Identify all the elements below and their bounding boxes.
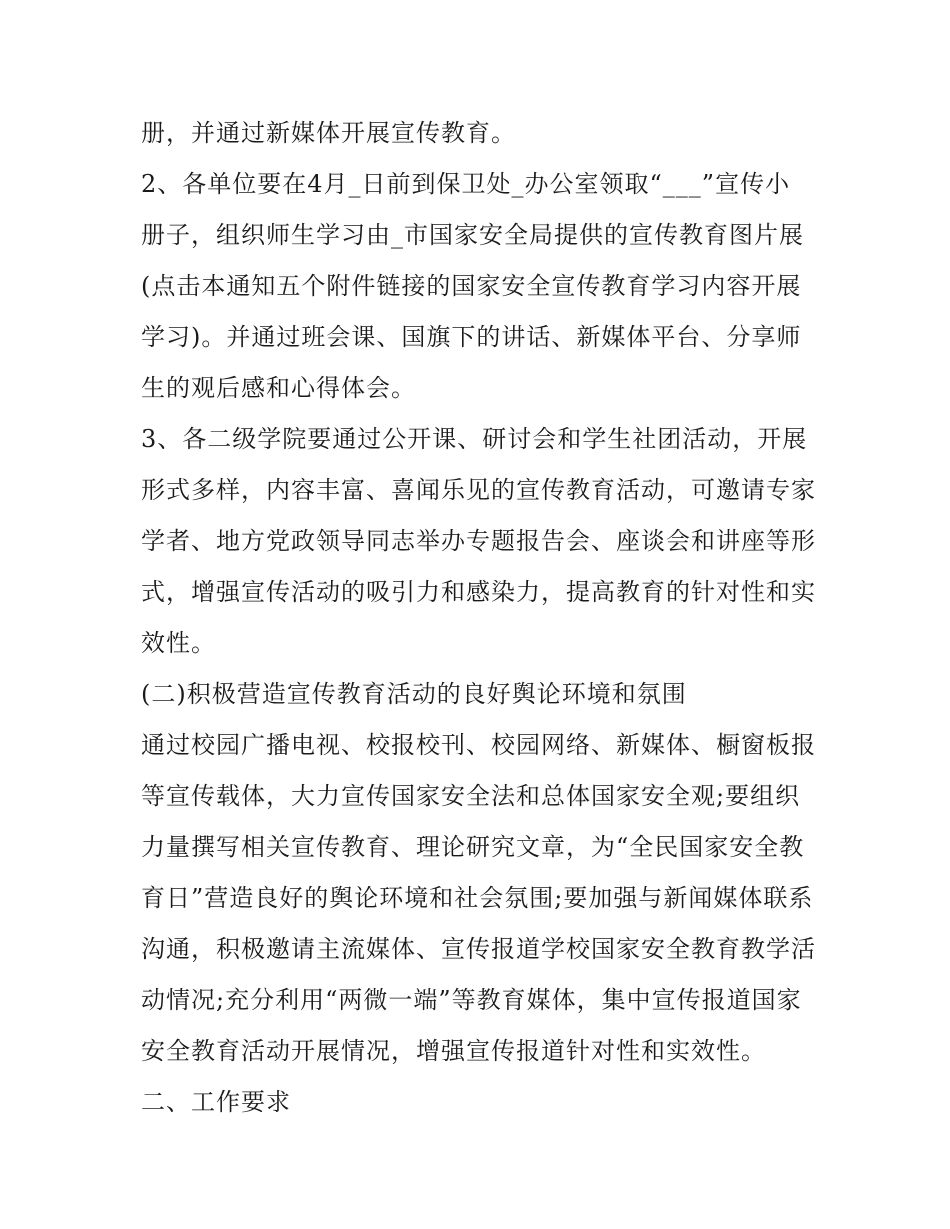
text-line: 2、各单位要在4月_日前到保卫处_办公室领取“___”宣传小 <box>141 170 791 198</box>
text-line: 3、各二级学院要通过公开课、研讨会和学生社团活动，开展 <box>141 425 808 453</box>
body-text <box>141 108 821 1128</box>
text-line: 通过校园广播电视、校报校刊、校园网络、新媒体、橱窗板报 <box>141 731 816 759</box>
text-line: 学者、地方党政领导同志举办专题报告会、座谈会和讲座等形 <box>141 527 816 555</box>
section-heading: (二)积极营造宣传教育活动的良好舆论环境和氛围 <box>141 680 687 708</box>
text-line: 生的观后感和心得体会。 <box>141 374 416 402</box>
text-line: 学习)。并通过班会课、国旗下的讲话、新媒体平台、分享师 <box>141 323 802 351</box>
text-line: 形式多样，内容丰富、喜闻乐见的宣传教育活动，可邀请专家 <box>141 476 816 504</box>
text-line: 式，增强宣传活动的吸引力和感染力，提高教育的针对性和实 <box>141 578 816 606</box>
text-line: 安全教育活动开展情况，增强宣传报道针对性和实效性。 <box>141 1037 766 1065</box>
text-line: 等宣传载体，大力宣传国家安全法和总体国家安全观;要组织 <box>141 782 801 810</box>
text-line: 效性。 <box>141 629 216 657</box>
text-line: 力量撰写相关宣传教育、理论研究文章，为“全民国家安全教 <box>141 833 805 861</box>
text-line: 沟通，积极邀请主流媒体、宣传报道学校国家安全教育教学活 <box>141 935 816 963</box>
text-line: 册子，组织师生学习由_市国家安全局提供的宣传教育图片展 <box>141 221 804 249</box>
section-heading: 二、工作要求 <box>141 1088 291 1116</box>
text-line: 育日”营造良好的舆论环境和社会氛围;要加强与新闻媒体联系 <box>141 884 814 912</box>
text-line: 册，并通过新媒体开展宣传教育。 <box>141 119 516 147</box>
text-line: (点击本通知五个附件链接的国家安全宣传教育学习内容开展 <box>141 272 802 300</box>
text-line: 动情况;充分利用“两微一端”等教育媒体，集中宣传报道国家 <box>141 986 802 1014</box>
